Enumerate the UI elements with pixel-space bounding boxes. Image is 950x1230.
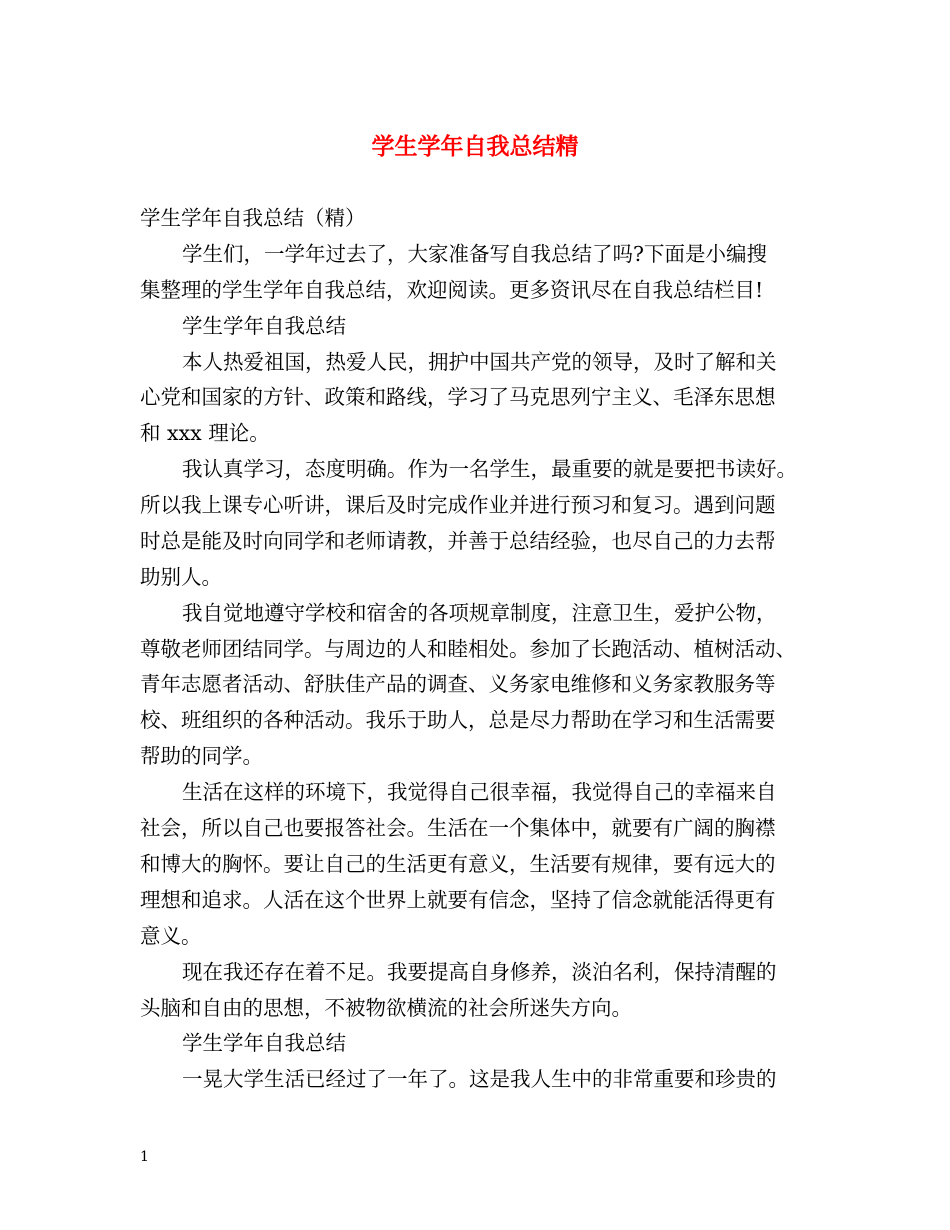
body-line: 我认真学习，态度明确。作为一名学生，最重要的就是要把书读好。	[182, 457, 797, 481]
body-line: 意义。	[140, 924, 202, 948]
body-line: 社会，所以自己也要报答社会。生活在一个集体中，就要有广阔的胸襟	[140, 816, 776, 840]
body-line: 和博大的胸怀。要让自己的生活更有意义，生活要有规律，要有远大的	[140, 852, 776, 876]
body-line: 助别人。	[140, 565, 222, 589]
body-line: 心党和国家的方针、政策和路线，学习了马克思列宁主义、毛泽东思想	[140, 385, 776, 409]
body-line: 我自觉地遵守学校和宿舍的各项规章制度，注意卫生，爱护公物，	[182, 601, 777, 625]
body-line: 学生们，一学年过去了，大家准备写自我总结了吗?下面是小编搜	[182, 242, 767, 266]
section-heading: 学生学年自我总结	[182, 314, 346, 338]
body-line: 头脑和自由的思想，不被物欲横流的社会所迷失方向。	[140, 996, 632, 1020]
body-line: 生活在这样的环境下，我觉得自己很幸福，我觉得自己的幸福来自	[182, 780, 777, 804]
body-line: 集整理的学生学年自我总结，欢迎阅读。更多资讯尽在自我总结栏目!	[140, 278, 764, 302]
body-line: 校、班组织的各种活动。我乐于助人，总是尽力帮助在学习和生活需要	[140, 708, 776, 732]
body-line: 理想和追求。人活在这个世界上就要有信念，坚持了信念就能活得更有	[140, 888, 776, 912]
body-line: 青年志愿者活动、舒肤佳产品的调查、义务家电维修和义务家教服务等	[140, 672, 776, 696]
document-title: 学生学年自我总结精	[371, 134, 579, 160]
body-line: 所以我上课专心听讲，课后及时完成作业并进行预习和复习。遇到问题	[140, 493, 776, 517]
subtitle-line: 学生学年自我总结（精）	[140, 206, 366, 230]
body-line: 时总是能及时向同学和老师请教，并善于总结经验，也尽自己的力去帮	[140, 529, 776, 553]
body-line: 一晃大学生活已经过了一年了。这是我人生中的非常重要和珍贵的	[182, 1067, 777, 1091]
body-line: 和 xxx 理论。	[140, 421, 270, 445]
page-number: 1	[140, 1149, 149, 1165]
body-line: 尊敬老师团结同学。与周边的人和睦相处。参加了长跑活动、植树活动、	[140, 637, 796, 661]
body-line: 帮助的同学。	[140, 744, 263, 768]
body-line: 现在我还存在着不足。我要提高自身修养，淡泊名利，保持清醒的	[182, 960, 777, 984]
section-heading: 学生学年自我总结	[182, 1031, 346, 1055]
body-line: 本人热爱祖国，热爱人民，拥护中国共产党的领导，及时了解和关	[182, 350, 777, 374]
